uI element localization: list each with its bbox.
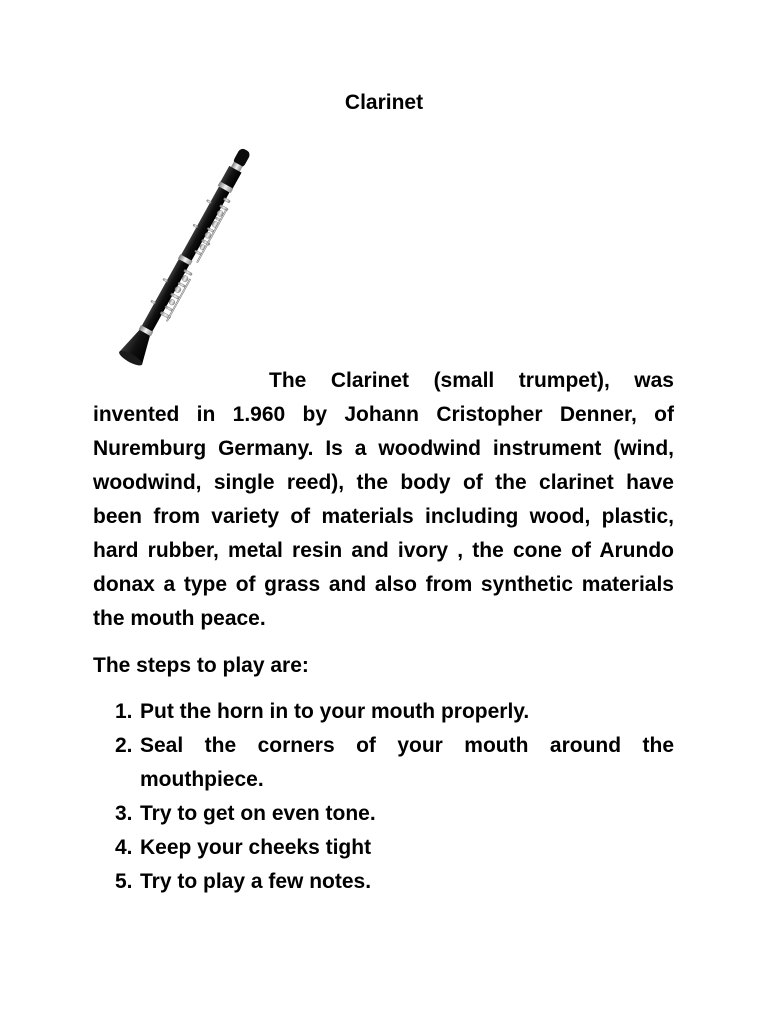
list-item <box>93 831 674 865</box>
list-item <box>93 797 674 831</box>
list-item <box>93 695 674 729</box>
list-item-text: Put the horn in to your mouth properly. <box>140 700 530 723</box>
list-item-number: 4. <box>115 836 133 859</box>
document-title: Clarinet <box>344 91 424 114</box>
list-item-text: Seal the corners of your mouth around the mouthpiece. <box>140 734 674 791</box>
list-item-number: 2. <box>115 734 133 757</box>
clarinet-icon <box>100 136 268 388</box>
list-item-text: Keep your cheeks tight <box>140 836 372 859</box>
steps-list <box>93 695 674 899</box>
list-item-number: 5. <box>115 870 133 893</box>
list-item-text: Try to play a few notes. <box>140 870 372 893</box>
list-item <box>93 865 674 899</box>
steps-heading: The steps to play are: <box>93 654 309 677</box>
list-item <box>93 729 674 797</box>
list-item-text: Try to get on even tone. <box>140 802 376 825</box>
clarinet-photo <box>100 136 268 388</box>
list-item-number: 3. <box>115 802 133 825</box>
description-paragraph: The Clarinet (small trumpet), was invented in 1.960 by Johann Cristopher Denner, of Nuremburg Germany. Is a woodwind instrument (wind, woodwind, single reed), the body of the clarinet have been from variety of materials including wood, plastic, hard rubber, metal resin and ivory , the cone of Arundo donax a type of grass and also from synthetic materials the mouth peace. <box>93 369 674 630</box>
list-item-number: 1. <box>115 700 133 723</box>
